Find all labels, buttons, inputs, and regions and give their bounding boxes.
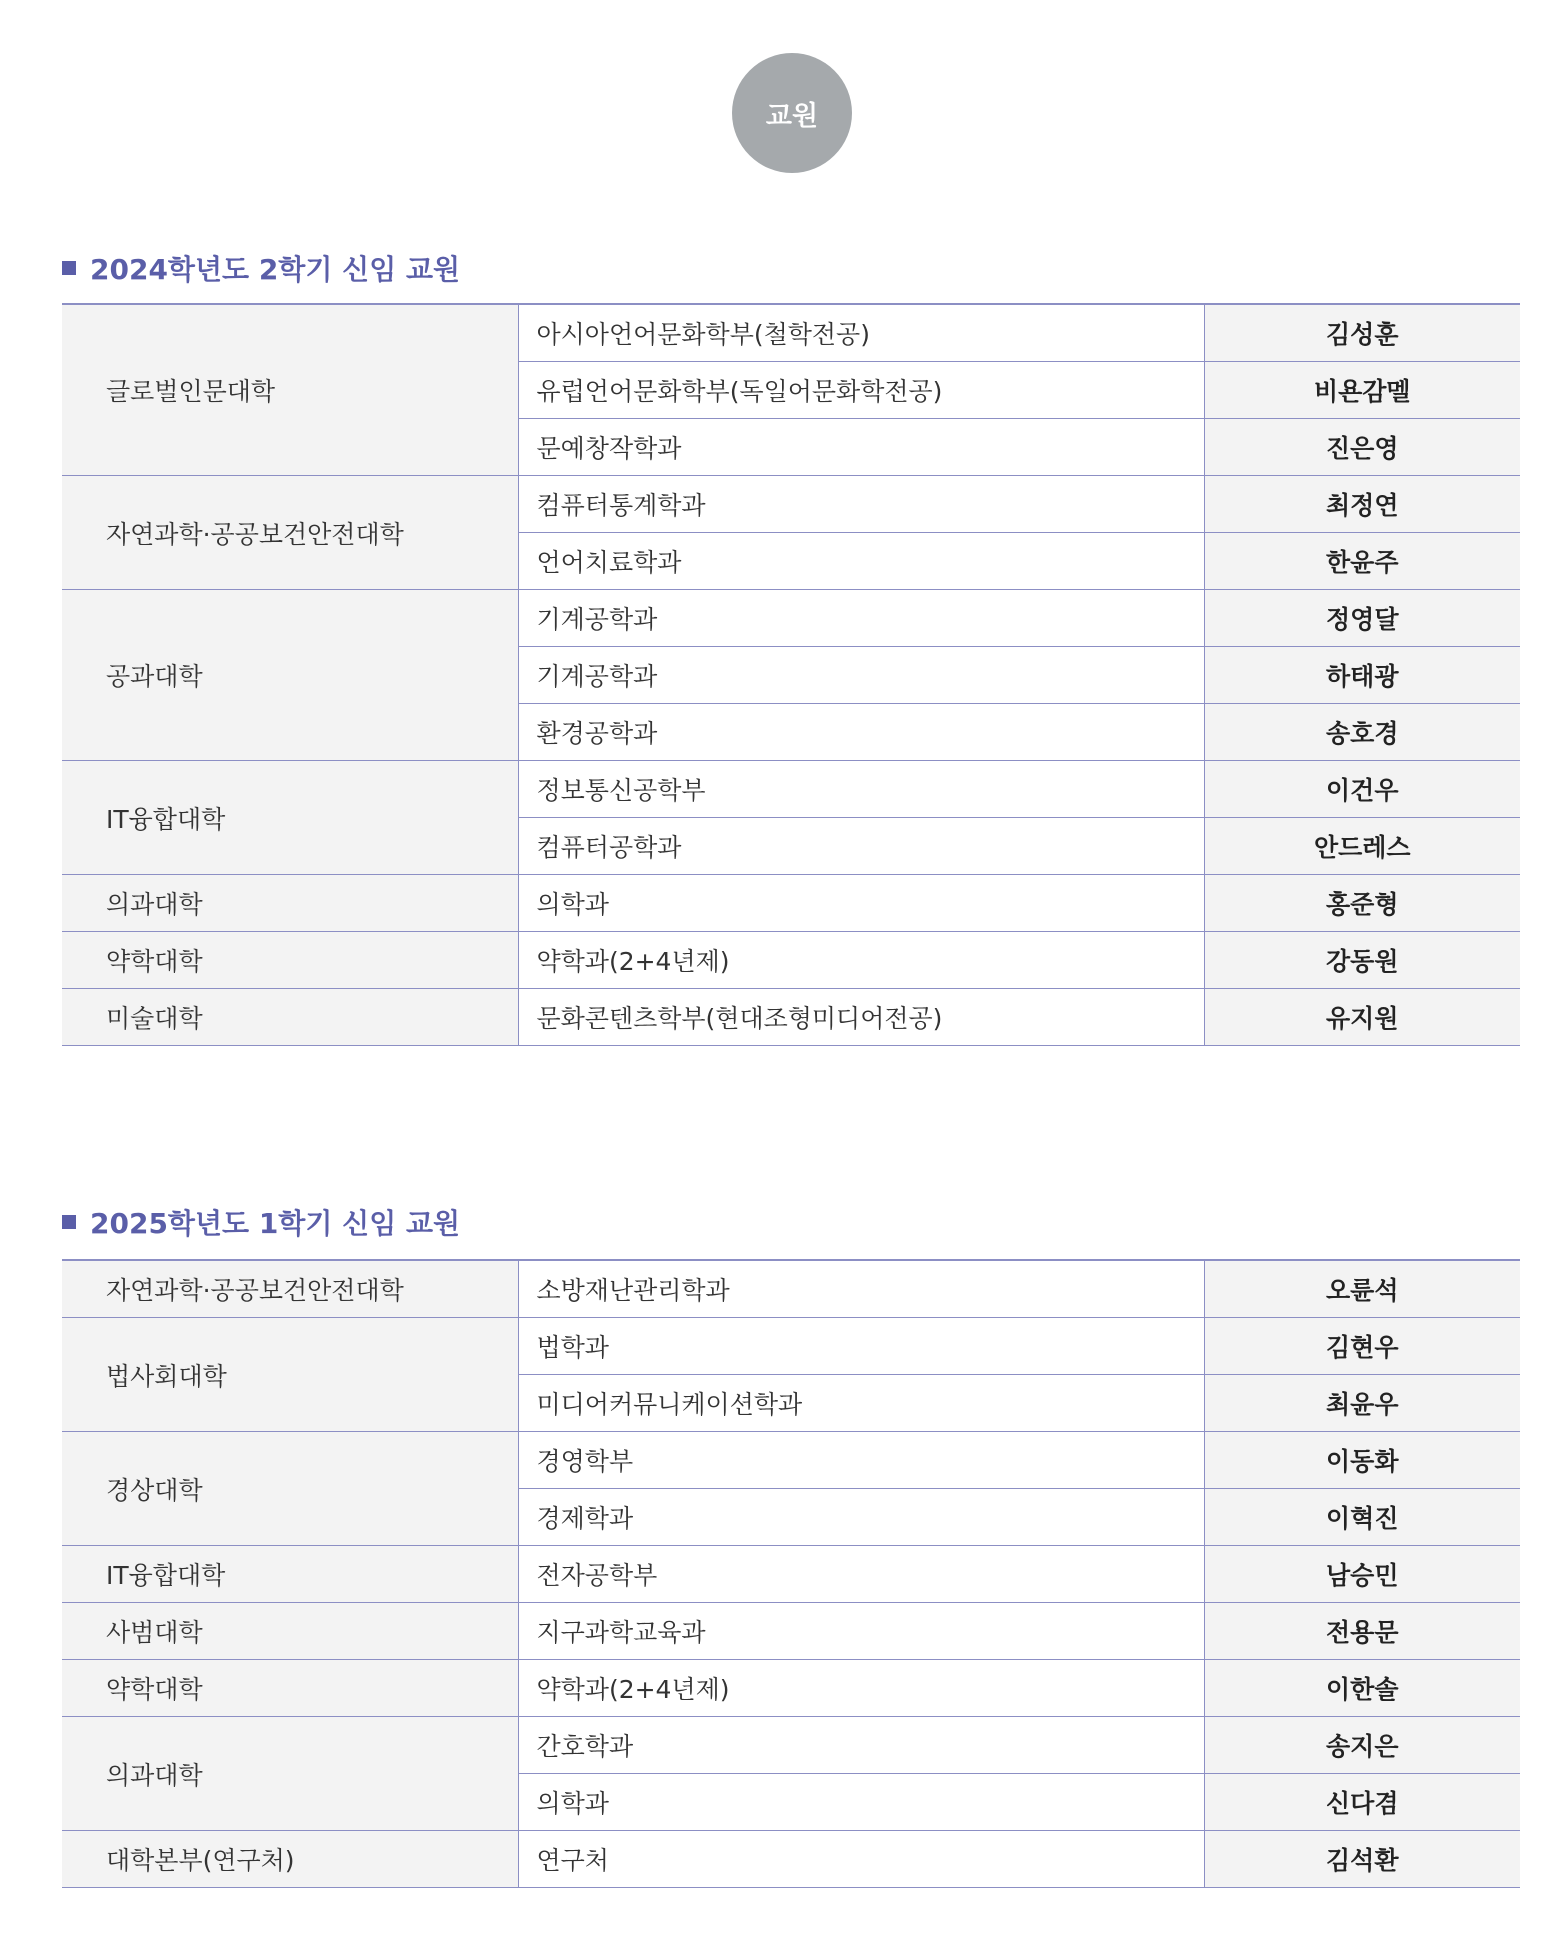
bullet-square-icon [62, 261, 76, 275]
department-cell: 문예창작학과 [518, 419, 1204, 476]
table-row [62, 1603, 1520, 1660]
table-row [62, 932, 1520, 989]
college-cell: 약학대학 [62, 1660, 518, 1717]
faculty-name-cell: 비욘감멜 [1204, 362, 1520, 419]
faculty-name-cell: 김성훈 [1204, 304, 1520, 362]
faculty-name-cell: 송호경 [1204, 704, 1520, 761]
college-cell: 자연과학·공공보건안전대학 [62, 1260, 518, 1318]
faculty-name-cell: 홍준형 [1204, 875, 1520, 932]
college-cell: 대학본부(연구처) [62, 1831, 518, 1888]
faculty-name-cell: 강동원 [1204, 932, 1520, 989]
faculty-name-cell: 최윤우 [1204, 1375, 1520, 1432]
college-cell: 사범대학 [62, 1603, 518, 1660]
faculty-name-cell: 정영달 [1204, 590, 1520, 647]
college-cell: 약학대학 [62, 932, 518, 989]
college-cell: 법사회대학 [62, 1318, 518, 1432]
college-cell: 미술대학 [62, 989, 518, 1046]
table-row [62, 1318, 1520, 1375]
section-title-2024-fall [62, 248, 460, 288]
department-cell: 미디어커뮤니케이션학과 [518, 1375, 1204, 1432]
department-cell: 전자공학부 [518, 1546, 1204, 1603]
faculty-name-cell: 이동화 [1204, 1432, 1520, 1489]
department-cell: 정보통신공학부 [518, 761, 1204, 818]
faculty-name-cell: 진은영 [1204, 419, 1520, 476]
department-cell: 지구과학교육과 [518, 1603, 1204, 1660]
department-cell: 간호학과 [518, 1717, 1204, 1774]
table-row [62, 875, 1520, 932]
department-cell: 기계공학과 [518, 590, 1204, 647]
college-cell: 경상대학 [62, 1432, 518, 1546]
department-cell: 법학과 [518, 1318, 1204, 1375]
college-cell: 글로벌인문대학 [62, 304, 518, 476]
section-title-2025-spring [62, 1202, 460, 1242]
department-cell: 약학과(2+4년제) [518, 1660, 1204, 1717]
department-cell: 유럽언어문화학부(독일어문화학전공) [518, 362, 1204, 419]
department-cell: 소방재난관리학과 [518, 1260, 1204, 1318]
faculty-name-cell: 하태광 [1204, 647, 1520, 704]
faculty-table-2024-fall [62, 303, 1520, 1046]
table-row [62, 1660, 1520, 1717]
faculty-name-cell: 최정연 [1204, 476, 1520, 533]
department-cell: 아시아언어문화학부(철학전공) [518, 304, 1204, 362]
table-row [62, 1260, 1520, 1318]
faculty-table-2025-spring [62, 1259, 1520, 1888]
department-cell: 의학과 [518, 875, 1204, 932]
college-cell: 의과대학 [62, 1717, 518, 1831]
table-row [62, 761, 1520, 818]
department-cell: 경제학과 [518, 1489, 1204, 1546]
department-cell: 약학과(2+4년제) [518, 932, 1204, 989]
table-row [62, 1432, 1520, 1489]
bullet-square-icon [62, 1215, 76, 1229]
college-cell: IT융합대학 [62, 761, 518, 875]
table-row [62, 989, 1520, 1046]
college-cell: 자연과학·공공보건안전대학 [62, 476, 518, 590]
faculty-name-cell: 한윤주 [1204, 533, 1520, 590]
faculty-name-cell: 신다겸 [1204, 1774, 1520, 1831]
table-row [62, 1717, 1520, 1774]
faculty-name-cell: 전용문 [1204, 1603, 1520, 1660]
table-row [62, 1831, 1520, 1888]
table-row [62, 1546, 1520, 1603]
faculty-name-cell: 이한솔 [1204, 1660, 1520, 1717]
department-cell: 연구처 [518, 1831, 1204, 1888]
faculty-name-cell: 안드레스 [1204, 818, 1520, 875]
department-cell: 컴퓨터공학과 [518, 818, 1204, 875]
college-cell: IT융합대학 [62, 1546, 518, 1603]
department-cell: 의학과 [518, 1774, 1204, 1831]
faculty-name-cell: 이건우 [1204, 761, 1520, 818]
section-title-text: 2024학년도 2학기 신임 교원 [90, 253, 461, 286]
category-badge: 교원 [732, 53, 852, 173]
faculty-name-cell: 유지원 [1204, 989, 1520, 1046]
department-cell: 경영학부 [518, 1432, 1204, 1489]
faculty-name-cell: 오륜석 [1204, 1260, 1520, 1318]
department-cell: 환경공학과 [518, 704, 1204, 761]
department-cell: 언어치료학과 [518, 533, 1204, 590]
department-cell: 문화콘텐츠학부(현대조형미디어전공) [518, 989, 1204, 1046]
college-cell: 공과대학 [62, 590, 518, 761]
table-row [62, 476, 1520, 533]
faculty-name-cell: 김현우 [1204, 1318, 1520, 1375]
table-row [62, 590, 1520, 647]
faculty-name-cell: 남승민 [1204, 1546, 1520, 1603]
table-row [62, 304, 1520, 362]
department-cell: 기계공학과 [518, 647, 1204, 704]
faculty-name-cell: 송지은 [1204, 1717, 1520, 1774]
faculty-name-cell: 이혁진 [1204, 1489, 1520, 1546]
faculty-name-cell: 김석환 [1204, 1831, 1520, 1888]
section-title-text: 2025학년도 1학기 신임 교원 [90, 1207, 461, 1240]
college-cell: 의과대학 [62, 875, 518, 932]
department-cell: 컴퓨터통계학과 [518, 476, 1204, 533]
